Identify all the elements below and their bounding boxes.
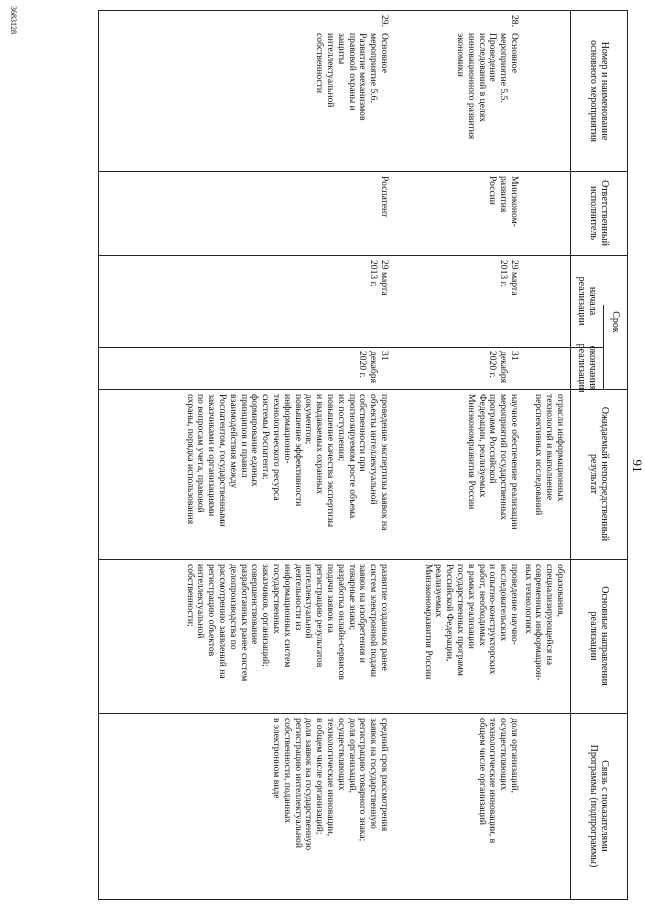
document-id: 3683128: [9, 6, 18, 34]
header-directions: Основные направления реализации: [588, 586, 610, 686]
header-link: Связь с показателями Программы (подпрограммы): [588, 744, 610, 868]
row-29-number: 29.: [379, 15, 390, 27]
col-divider: [99, 559, 627, 560]
row-28-start: 29 марта 2013 г.: [498, 260, 520, 296]
row-28-link: доля организаций, осуществляющих технологические инновации, в общем числе организаций: [476, 718, 520, 844]
page-number: 91: [630, 459, 645, 473]
row-29-executor: Роспатент: [379, 176, 390, 218]
col-divider: [99, 255, 627, 256]
row-28-name: Основное мероприятие 5.5. Проведение исследований в целях инновационного развития экономики: [455, 33, 520, 140]
row-28-executor: Минэконом- развития России: [487, 176, 520, 227]
program-table: [98, 10, 628, 900]
header-result: Ожидаемый непосредственный результат: [588, 406, 610, 542]
col-divider: [99, 171, 627, 172]
row-29-name: Основное мероприятие 5.6. Развитие механизмов правовой охраны и защиты интеллектуальной собственности: [314, 33, 390, 121]
header-name: Номер и наименование основного мероприятия: [588, 40, 610, 142]
col-divider: [99, 389, 627, 390]
col-divider: [99, 347, 604, 348]
header-start: начала реализации: [576, 276, 599, 326]
row-29-end: 31 декабря 2020 г.: [357, 351, 390, 384]
row-28-number: 28.: [509, 15, 520, 27]
row-28-result: научное обеспечение реализации мероприятий государственных программ Российской Федерации, реализуемых Минэкономразвития России: [465, 394, 520, 530]
header-executor: Ответственный исполнитель: [588, 180, 610, 246]
row-29-link: средний срок рассмотрения заявок на государственную регистрацию товарного знака; доля организаций, осуществляющих технологические инновации, в общем числе организаций; доля заявок на государственную регистрацию интеллектуальной собственности, поданных в электронном виде: [271, 718, 390, 851]
header-end: окончания реализации: [576, 343, 599, 393]
col-divider: [99, 713, 627, 714]
row-29-result: проведение экспертизы заявок на объекты интеллектуальной собственности при прогнозируемом росте объема их поступления; повышение качества экспертизы и выдаваемых охранных документов; повышение эффективности информационно- технологического ресурса системы Роспатента; формирование единых принципов и правил взаимодействия между Роспатентом, государственными заказчиками и организациями по вопросам учета, правовой охраны, порядка использования: [184, 394, 390, 531]
row-28-end: 31 декабря 2020 г.: [487, 351, 520, 384]
continuation-result: отрасли информационных технологий и выполнение перспективных исследований: [533, 394, 566, 516]
row-29-directions: развитие созданных ранее систем электронной подачи заявок на изобретения и товарные знаки; разработка онлайн-сервисов подачи заявок на регистрацию результатов интеллектуальной деятельности из информационных систем государственных заказчиков, организаций; совершенствование разработанных ранее систем делопроизводства по рассмотрению заявлений на регистрацию объектов интеллектуальной собственности;: [184, 564, 390, 682]
row-28-directions: проведение научно- исследовательских и опытно-конструкторских работ, необходимых в рамках реализации государственных программ Российской Федерации, реализуемых Минэкономразвития России: [422, 564, 520, 680]
row-29-start: 29 марта 2013 г.: [368, 260, 390, 296]
continuation-directions: образования, специализирующейся на современных информацион- ных технологиях: [522, 564, 566, 681]
header-term: Срок: [610, 311, 621, 333]
